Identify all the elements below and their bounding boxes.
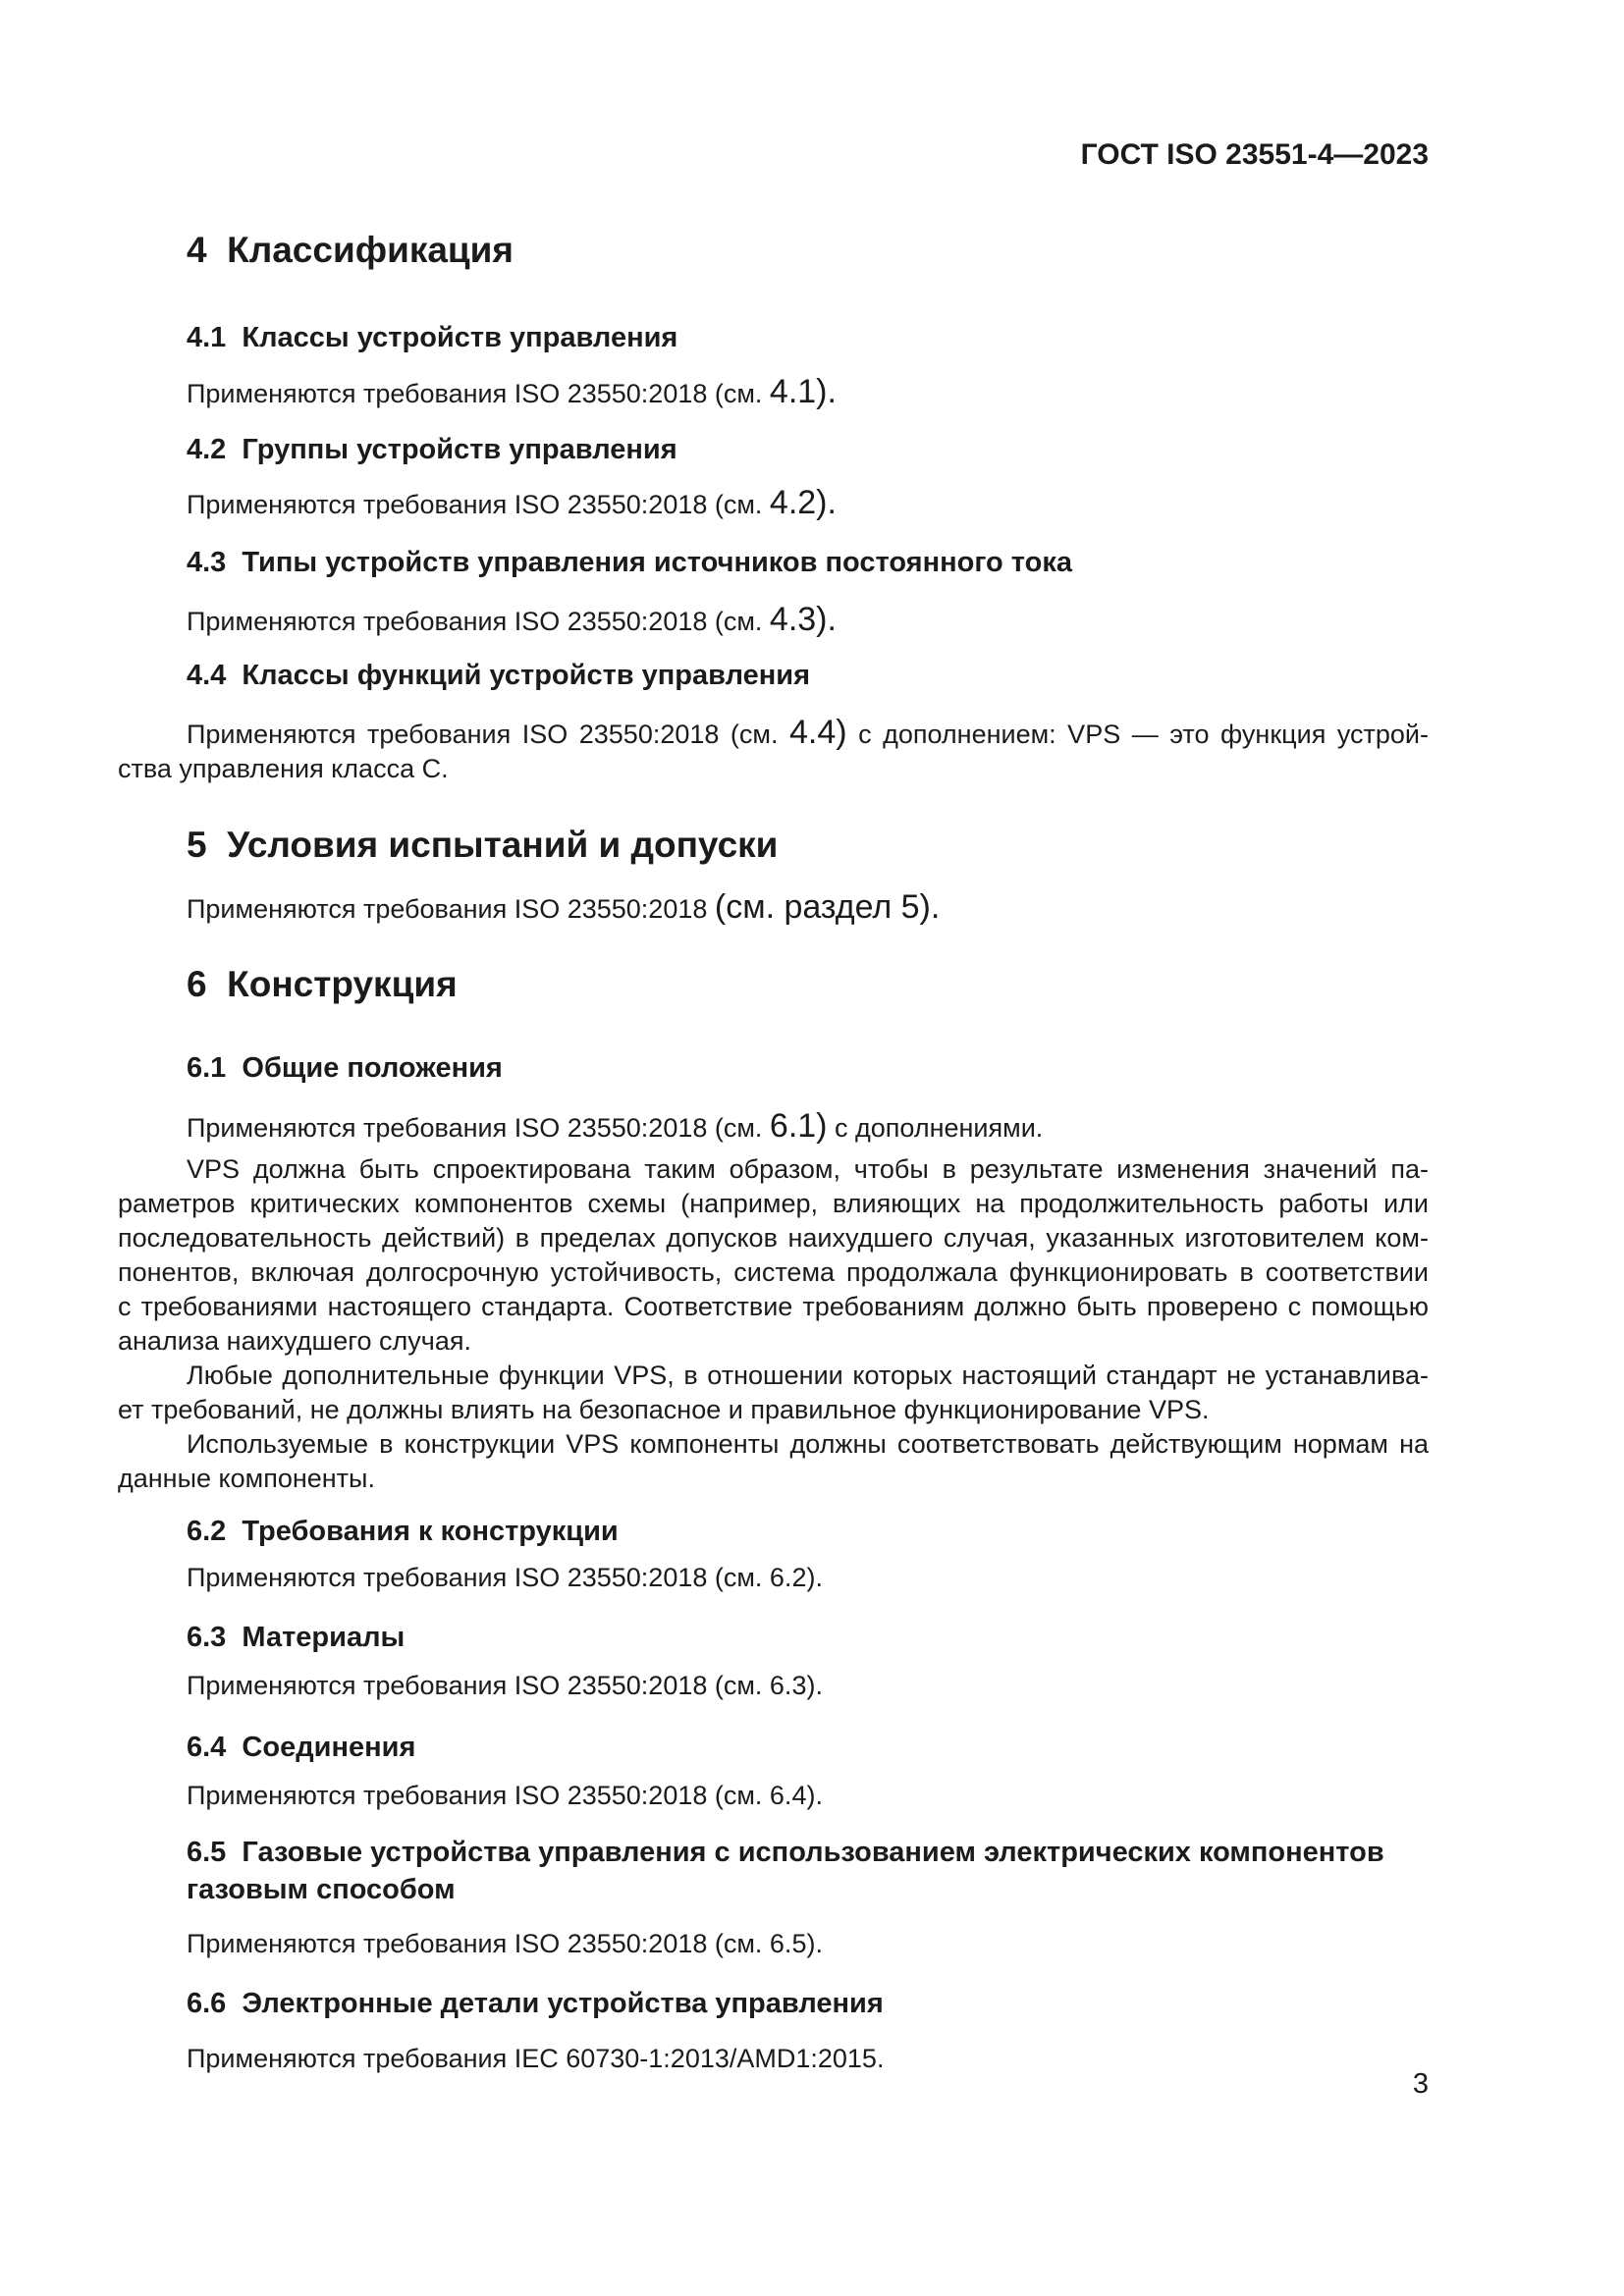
- subheading: [118, 431, 1429, 468]
- paragraph: [118, 1152, 1429, 1359]
- text-line: 6.2 Требования к конструкции: [187, 1516, 619, 1547]
- text-run: с дополнениями.: [827, 1113, 1044, 1143]
- text-line: [118, 1561, 1429, 1595]
- paragraph: [118, 1427, 1429, 1496]
- text-line: [118, 1109, 1429, 1146]
- paragraph: [118, 603, 1429, 639]
- text-run: ет требований, не должны влиять на безопасное и правильное функционирование VPS.: [118, 1395, 1210, 1424]
- text-run: Используемые в конструкции VPS компоненты должны соответствовать действующим нормам на: [187, 1429, 1429, 1459]
- text-run: Применяются требования ISO 23550:2018 (см. 6.4).: [187, 1781, 823, 1810]
- text-run: 4.3).: [769, 601, 837, 638]
- text-run: Применяются требования ISO 23550:2018 (см.: [187, 379, 770, 408]
- text-line: [118, 1427, 1429, 1462]
- text-line: 6.5 Газовые устройства управления с использованием электрических компонентов: [187, 1837, 1384, 1868]
- subheading: [118, 1513, 1429, 1550]
- text-line: [118, 1221, 1429, 1255]
- text-run: Применяются требования IEC 60730-1:2013/AMD1:2015.: [187, 2044, 885, 2073]
- chapter-heading: [118, 824, 1429, 867]
- paragraph: [118, 1359, 1429, 1427]
- text-line: [118, 752, 1429, 786]
- text-line: 6.3 Материалы: [187, 1622, 406, 1653]
- text-line: [118, 375, 1429, 411]
- subheading: [118, 1619, 1429, 1656]
- text-line: [118, 1393, 1429, 1427]
- text-line: 4.1 Классы устройств управления: [187, 322, 678, 353]
- text-run: Применяются требования ISO 23550:2018 (см. 6.3).: [187, 1671, 823, 1700]
- text-line: 6.6 Электронные детали устройства управления: [187, 1988, 884, 2019]
- text-run: раметров критических компонентов схемы (например, влияющих на продолжительность работы или: [118, 1189, 1429, 1218]
- subheading: [118, 544, 1429, 581]
- chapter-heading: [118, 963, 1429, 1006]
- text-line: [118, 1290, 1429, 1324]
- text-line: 6.4 Соединения: [187, 1732, 416, 1763]
- text-line: 4.4 Классы функций устройств управления: [187, 660, 811, 691]
- subheading: [118, 1985, 1429, 2022]
- text-run: 4.2).: [769, 484, 837, 521]
- text-run: Применяются требования ISO 23550:2018: [187, 894, 715, 924]
- text-line: [118, 1359, 1429, 1393]
- text-line: газовым способом: [187, 1874, 456, 1905]
- text-line: [118, 1152, 1429, 1187]
- text-line: [118, 486, 1429, 522]
- paragraph: [118, 1561, 1429, 1595]
- text-run: понентов, включая долгосрочную устойчивость, система продолжала функционировать в соответствии: [118, 1257, 1429, 1287]
- text-run: данные компоненты.: [118, 1464, 375, 1493]
- text-run: VPS должна быть спроектирована таким образом, чтобы в результате изменения значений па-: [187, 1154, 1429, 1184]
- text-line: 4.3 Типы устройств управления источников постоянного тока: [187, 547, 1072, 578]
- text-run: Применяются требования ISO 23550:2018 (см.: [187, 720, 789, 749]
- paragraph: [118, 1779, 1429, 1813]
- page-number: 3: [1412, 2068, 1429, 2100]
- paragraph: [118, 1927, 1429, 1961]
- subheading: [118, 319, 1429, 356]
- text-line: [118, 1462, 1429, 1496]
- text-line: 5 Условия испытаний и допуски: [187, 825, 779, 865]
- paragraph: [118, 1109, 1429, 1146]
- text-run: 4.4): [788, 714, 847, 751]
- text-line: [118, 1779, 1429, 1813]
- text-line: [118, 1324, 1429, 1359]
- text-line: [118, 603, 1429, 639]
- text-run: последовательность действий) в пределах допусков наихудшего случая, указанных изготовителем ком-: [118, 1223, 1429, 1253]
- subheading: [118, 1834, 1429, 1908]
- text-line: [118, 1669, 1429, 1703]
- text-run: анализа наихудшего случая.: [118, 1326, 471, 1356]
- text-line: 6 Конструкция: [187, 964, 458, 1004]
- paragraph: [118, 486, 1429, 522]
- paragraph: [118, 890, 1429, 927]
- text-run: Применяются требования ISO 23550:2018 (см.: [187, 490, 770, 519]
- subheading: [118, 1729, 1429, 1766]
- text-run: Любые дополнительные функции VPS, в отношении которых настоящий стандарт не устанавлива-: [187, 1361, 1429, 1390]
- text-line: [118, 716, 1429, 752]
- subheading: [118, 657, 1429, 694]
- text-line: 4 Классификация: [187, 230, 514, 270]
- text-line: [118, 1927, 1429, 1961]
- subheading: [118, 1049, 1429, 1087]
- paragraph: [118, 375, 1429, 411]
- page-header: ГОСТ ISO 23551-4—2023: [1080, 138, 1429, 171]
- text-run: Применяются требования ISO 23550:2018 (см.: [187, 607, 770, 636]
- text-run: 6.1): [769, 1107, 828, 1145]
- text-run: ства управления класса С.: [118, 754, 449, 783]
- paragraph: [118, 716, 1429, 786]
- text-run: Применяются требования ISO 23550:2018 (см.: [187, 1113, 770, 1143]
- text-run: с дополнением: VPS — это функция устрой-: [846, 720, 1429, 749]
- chapter-heading: [118, 229, 1429, 272]
- text-line: [118, 1187, 1429, 1221]
- paragraph: [118, 1669, 1429, 1703]
- text-line: 6.1 Общие положения: [187, 1052, 503, 1084]
- text-run: 4.1).: [769, 373, 837, 410]
- text-run: с требованиями настоящего стандарта. Соответствие требованиям должно быть проверено с помощью: [118, 1292, 1429, 1321]
- text-line: [118, 1255, 1429, 1290]
- text-line: 4.2 Группы устройств управления: [187, 434, 677, 465]
- text-run: (см. раздел 5).: [714, 888, 941, 926]
- text-line: [118, 890, 1429, 927]
- text-run: Применяются требования ISO 23550:2018 (см. 6.2).: [187, 1563, 823, 1592]
- text-run: Применяются требования ISO 23550:2018 (см. 6.5).: [187, 1929, 823, 1958]
